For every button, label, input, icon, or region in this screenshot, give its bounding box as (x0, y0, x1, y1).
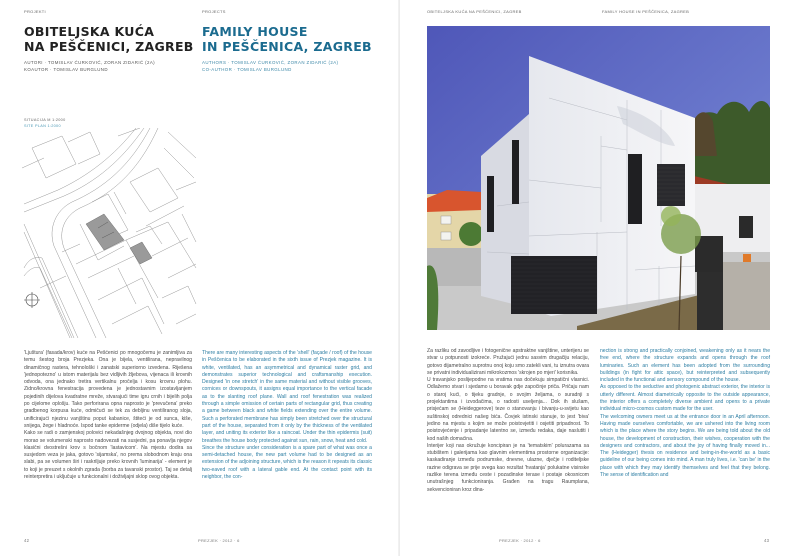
window (628, 154, 642, 224)
magazine-issue-right: PREZJEK · 2012 · 6 (499, 538, 541, 543)
running-head-right-en: FAMILY HOUSE IN PEŠČENICA, ZAGREB (602, 9, 690, 14)
paragraph: As opposed to the seductive and photogenic abstract exterior, the interior is utterly different. Almost diametrically opposite to the outside appearance, the interior offers a completely diverse ambient and opens to a private individual micro-cosmos custom made for the user. (600, 384, 770, 413)
article-title-en (202, 24, 372, 54)
title-hr-line2: NA PEŠČENICI, ZAGREB (24, 39, 194, 54)
paragraph: nection is strong and practically conjoined, weakening only as it nears the free end, where the structure expands and opens through the roof luminaries. Such an element has been adopted from the surrounding buildings (in fight for attic space), but reinterpreted and subsequently included in the functional and sensory compound of the house. (600, 348, 770, 384)
window-shutter (657, 164, 685, 206)
paragraph: Za razliku od zavodljive i fotogenične apstraktne vanjštine, unterijeru se stvar u potpunosti izokreće. Pružajući jednu sasvim drugačiju relaciju, gotovo dijametralno suprotnu onoj koju smo zatekli vani, tu iznutra ovara se privatni individualizirani mikrokozmos 'skrojen po mjeri' korisnika. (427, 348, 589, 376)
coauthor-en: CO-AUTHOR · TOMISLAV BURGLUND (202, 67, 292, 72)
title-en-line2: IN PEŠČENICA, ZAGREB (202, 39, 372, 54)
body-column-hr-2 (427, 348, 589, 494)
paragraph: Interijer koji nas okružuje koncipiran je na 'tematskim' polurazama sa stubištem i galerijama kao glavnim elementima prostorne organizacije: kaskadiranje između podrumske, dnevne, ulazne, dječje i roditeljske razine odigrava se prije svega kao rezultat 'hvatanja' polukatne visinske razlike terena između ceste i pozadinske terase i postaje okosnicom unutrašnjeg funkcioniranja. Građen na tragu Raumplana, sekvencioniran kroz dina- (427, 442, 589, 493)
window (512, 140, 519, 204)
running-head-en: PROJECTS (202, 9, 226, 14)
magazine-issue-left: PREZJEK · 2012 · 6 (198, 538, 240, 543)
window (487, 176, 494, 232)
credits-hr (24, 59, 155, 73)
house-photograph (427, 26, 770, 330)
running-head-hr: PROJEKTI (24, 9, 46, 14)
paragraph: Kako se radi o zamjenskoj polovici nekadašnjeg dvojnog objekta, novi dio morao se volumenski naprosto nadovezati na susjedni, pa ponavlja njegov klasični dvostrešni krov s bočnom 'lastavicom'. Na mjestu dodira sa susjedom veza je jaka, gotovo 'sijamska', no prema slobodnom kraju ona slabi, pa se volumen širi i raskriljuje preko krovnih 'luminarija' - element je to koji je preuzet s okolnih zgrada (borba za tavanski prostor). Taj se detalj reinterpretira i uključuje u funkcionalni i doživljajni sklop ovog objekta. (24, 430, 192, 481)
site-plan-caption-hr: SITUACIJA M 1:2000 (24, 118, 66, 122)
ground-floor-shutter (511, 256, 597, 314)
paragraph: U travanjsko poslijepodne na vratima nas dočekuju simpatični vlasnici. Odlažemo stvari i sjedamo u boravak gdje započinje priča. Pričaju nam o staroj kući, o tijeku gradnje, o svojim željama, o suradnji s projektantima i izvođačima, o radosti useljenja... Dok ih slušam, prisjećam se (Heideggerove) teze o stanovanju i bivanju-u-svijetu kao suštinskoj odrednici našeg bića. Čovjek istinski stanuje, to jest 'biva' jedino na mjestu s kojim se može poistovjetiti i osjetiti pripadnost. To poistovjećenje i pripadanje latentno se, između redaka, daje naslutiti i kod naših domaćina. (427, 377, 589, 442)
paragraph: There are many interesting aspects of the 'shell' (façade / roof) of the house in Peščenica to be elaborated in the sixth issue of Prezjek magazine. It is white, ventilated, has an asymmetrical and dynamical raster grid, and demonstrates superior technological and craftsmanship execution. Designed 'in one stretch' in the same material and without visible grooves, cornices or downspouts, it assigns equal importance to the vertical facade as to the slanting roof plane. Wall and roof fenestration was realized through a simple omission of certain parts of rectangular grid, thus creating a game between black and white fields extending over the entire volume. Such a perforated membrane has simply been stretched over the structural part of the house, separated from it only by the thickness of the ventilated layer, and uniting its exterior like a raincoat. Under the thin epidermis (suit) breathes the house body protected against sun, rain, snow, heat and cold. (202, 350, 372, 444)
page-number-right: 43 (764, 538, 770, 543)
title-en-line1: FAMILY HOUSE (202, 24, 308, 39)
authors-hr: AUTORI · TOMISLAV ĆURKOVIĆ, ZORAN ZIDARIĆ (2A) (24, 60, 156, 65)
paragraph: Since the structure under consideration is a spare part of what was once a semi-detached house, the new part volume had to be designed as an extension of the adjoining structure, which is the reason it repeats its classic two-eaved roof with a lateral gable end. At the contact point with its neighbor, the con- (202, 444, 372, 481)
body-column-en-1 (202, 350, 372, 481)
page-number-left: 42 (24, 538, 30, 543)
site-plan-drawing (18, 128, 198, 338)
coauthor-hr: KOAUTOR · TOMISLAV BURGLUND (24, 67, 108, 72)
body-column-en-2 (600, 348, 770, 479)
body-column-hr-1 (24, 350, 192, 481)
credits-en (202, 59, 338, 73)
authors-en: AUTHORS · TOMISLAV ĆURKOVIĆ, ZORAN ZIDARIĆ (2A) (202, 60, 339, 65)
paragraph: 'Ljuštura' (fasada/krov) kuće na Pešćenici po mnogočemu je zanimljiva za temu šestog broja Prezjeka. Ona je bijela, ventilirana, nepravilnog dinamičnog rastera, tehnološki i zanatski superiorno izvedena. Riješena 'jednopotezno' u istom materijalu bez vidljivih žljebova, vijenaca ili krovnih odvoda, ona jednako tretira vertikalnu pročelja i kosu krovnu plohu. Zidno/krovna fenestracija provedena je jednostavnim izostavljanjem pojedinih dijelova kvadratne mreže, stvarajući time igru crnih i bijelih polja po cijelome oplošju. Tako perforirana opna naprosto je 'prevučena' preko gradbenog korpusa kuće, odmičući se tek za debljinu ventiliranog sloja, unificirajući njezinu vanjštinu poput kabanice, štiteći je od sunca, kiše, snijega, žege i hladnoće. Ispod tanke epiderme (odjela) diše tijelo kuće. (24, 350, 192, 429)
site-plan-caption-en: SITE PLAN 1:2000 (24, 124, 61, 128)
paragraph: The welcoming owners meet us at the entrance door in an April afternoon. Having made ourselves comfortable, we are ushered into the living room which is the place where the story begins. We are being told about the old house, the development of construction, their wishes, cooperation with the designers and contractors, and about the joy of having finally moved in... The (Heidegger) thesis on residence and being-in-the-world as a basic guideline of our being comes into mind. A man truly lives, i.e. 'can be' in the place with which they may identify themselves and feel that they belong. The sense of identification and (600, 413, 770, 479)
title-hr-line1: OBITELJSKA KUĆA (24, 24, 155, 39)
running-head-right-hr: OBITELJSKA KUĆA NA PEŠĆENICI, ZAGREB (427, 9, 522, 14)
article-title-hr (24, 24, 194, 54)
